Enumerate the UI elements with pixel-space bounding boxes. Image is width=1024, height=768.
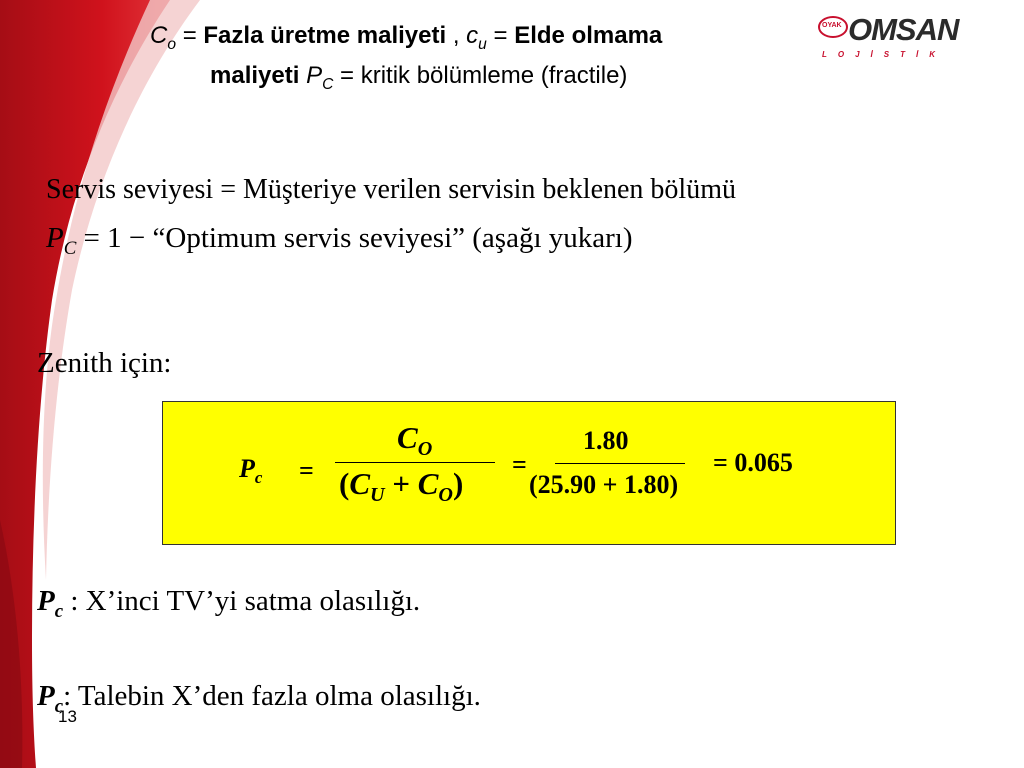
formula-den-cu: C [349, 466, 371, 501]
note-1-symbol: P [37, 585, 55, 617]
header-line-1 [150, 22, 662, 54]
pc-relation-symbol: P [46, 222, 64, 254]
pc-relation-text: = 1 − “Optimum servis seviyesi” (aşağı yukarı) [76, 222, 633, 254]
formula-den-open: ( [339, 466, 350, 501]
note-demand-probability [37, 680, 481, 718]
formula-equals-2: = [512, 450, 527, 479]
formula-den-close: ) [452, 466, 464, 501]
formula-denominator [339, 466, 463, 507]
cu-symbol: c [466, 22, 479, 49]
note-2-symbol: P [37, 680, 55, 712]
note-1-subscript: c [54, 600, 64, 622]
note-2-text: : Talebin X’den fazla olma olasılığı. [63, 680, 481, 712]
formula-lhs-subscript: c [254, 468, 263, 488]
service-level-definition: Servis seviyesi = Müşteriye verilen servisin beklenen bölümü [46, 174, 736, 205]
cu-subscript: u [478, 35, 487, 53]
formula-equals-1: = [299, 456, 314, 485]
header-equals-2: = [486, 22, 515, 49]
note-2-subscript: c [54, 695, 64, 717]
formula-fraction-line-2 [555, 463, 685, 464]
formula-den-plus: + [384, 466, 418, 501]
formula-num-subscript: O [417, 438, 433, 461]
omsan-logo [818, 12, 1014, 58]
oyak-emblem-text: OYAK [822, 22, 842, 29]
formula-lhs [239, 454, 262, 488]
note-1-text: : X’inci TV’yi satma olasılığı. [63, 585, 421, 617]
formula-lhs-symbol: P [239, 454, 255, 483]
co-symbol: C [150, 22, 168, 49]
zenith-heading: Zenith için: [37, 347, 172, 379]
formula-den-cu-subscript: U [370, 484, 385, 507]
note-sell-probability [37, 585, 420, 623]
header-equals-3: = [333, 62, 361, 89]
formula-numerator-value: 1.80 [583, 426, 629, 455]
logo-name: OMSAN [848, 12, 959, 47]
header-comma: , [446, 22, 467, 49]
pc-service-relation [46, 222, 633, 260]
logo-subtitle: LOJİSTİK [822, 50, 947, 59]
pc-symbol: P [306, 62, 323, 89]
co-subscript: o [167, 35, 177, 53]
cu-definition: Elde olmama [514, 22, 663, 49]
header-line-2 [210, 62, 627, 94]
formula-result: = 0.065 [713, 448, 793, 477]
formula-num-symbol: C [397, 420, 418, 455]
co-definition: Fazla üretme maliyeti [203, 22, 447, 49]
formula-den-co: C [417, 466, 439, 501]
pc-relation-subscript: C [63, 237, 77, 259]
pc-definition: kritik bölümleme (fractile) [360, 62, 628, 89]
formula-box [162, 401, 896, 545]
formula-numerator [397, 420, 432, 461]
formula-den-co-subscript: O [438, 484, 453, 507]
formula-fraction-line-1 [335, 462, 495, 463]
formula-denominator-value: (25.90 + 1.80) [529, 470, 679, 499]
oyak-emblem-icon [818, 16, 848, 38]
slide-number: 13 [58, 707, 77, 726]
header-equals-1: = [176, 22, 204, 49]
cu-definition-continued: maliyeti [210, 62, 300, 89]
pc-subscript: C [322, 75, 334, 93]
